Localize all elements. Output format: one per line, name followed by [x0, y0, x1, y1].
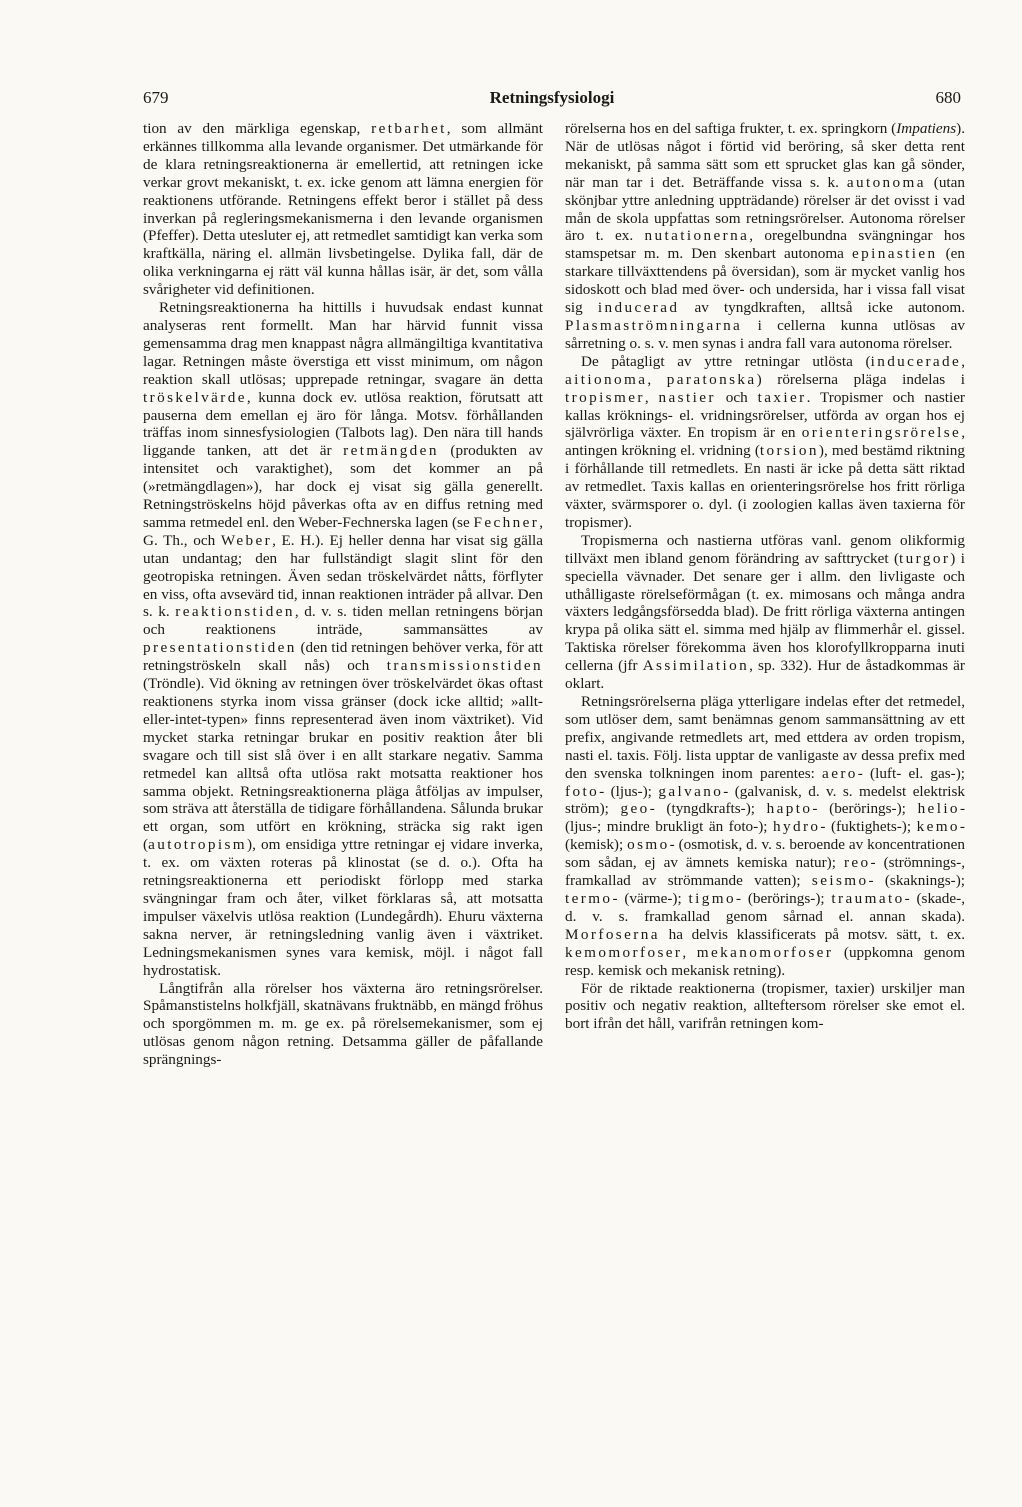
text-run: rörelserna hos en del saftiga frukter, t. ex. springkorn (: [565, 120, 897, 137]
text-run: , kunna dock ev. utlösa reaktion, förutsatt att pauserna dem emellan ej äro för långa. Motsv. förhållanden träffas inom sinnesfysiologien (Talbots lag). Den nära till hands liggande tanken, att det är: [143, 388, 543, 460]
spaced-term: inducerad: [597, 299, 680, 317]
running-title: Retningsfysiologi: [489, 88, 615, 107]
spaced-term: nutationerna: [644, 227, 750, 245]
paragraph: [565, 980, 965, 1034]
text-run: Långtifrån alla rörelser hos växterna äro retningsrörelser. Spåmanstistelns holkfjäll, skatnävans fruktnäbb, en mängd fröhus och sporgömmen m. m. ge ex. på rörelsemekanismer, som ej utlösas genom någon retning. Detsamma gäller de påfallande sprängnings-: [143, 979, 543, 1069]
spaced-term: galvano: [658, 782, 724, 800]
spaced-term: kemo: [916, 818, 960, 836]
text-run: ), om ensidiga yttre retningar ej vidare inverka, t. ex. om växten roteras på klinostat (se d. o.). Ofta ha retningsreaktionerna ett periodiskt förlopp med starka svängningar fram och åter, vilket förklaras så, att motsatta impulser växelvis utlösa reaktion (Lundegårdh). Ehuru växterna sakna nerver, är retningsledning vanlig även i växtriket. Ledningsmekanismen synes vara kemisk, möjl. i något fall hydrostatisk.: [143, 836, 543, 979]
text-run: Retningsrörelserna pläga ytterligare indelas efter det retmedel, som utlöser dem, samt benämnas genom sammansättning av ett prefix, angivande retmedlets art, med ettdera av orden tropism, nasti el. taxis. Följ. lista upptar de vanligaste av dessa prefix med den svenska tolkningen inom parentes:: [565, 693, 965, 782]
text-run: i cellerna kunna utlösas av sårretning o. s. v. men synas i andra fall vara autonoma rörelser.: [565, 316, 965, 352]
page-number-right: 680: [935, 88, 961, 107]
spaced-term: turgor: [899, 549, 951, 567]
left-column: [143, 120, 543, 1410]
spaced-term: torsion: [759, 442, 819, 460]
text-run: ), med bestämd riktning i förhållande till retmedlets. En nasti är icke på detta sätt riktad av retmedlet. Taxis kallas en orienteringsrörelse hos fritt rörliga växter, svärmsporer o. dyl. (i zoologien kallas även taxierna för tropismer).: [565, 442, 965, 531]
text-run: - (osmotisk, d. v. s. beroende av koncentrationen som sådan, ej av ämnets kemiska natur);: [565, 836, 965, 872]
text-run: , E. H.). Ej heller denna har visat sig gälla utan undantag; den har fullständigt slagit slint för den geotropiska retningen. Även sedan tröskelvärdet nåtts, förflyter en viss, ofta avsevärd tid, innan reaktionen inträder på allvar. Den s. k.: [143, 531, 543, 621]
spaced-term: Plasmaströmningarna: [565, 316, 743, 334]
page-header: [143, 88, 961, 112]
spaced-term: retbarhet: [371, 120, 447, 137]
spaced-term: termo: [565, 889, 613, 907]
text-run: , G. Th., och: [143, 513, 543, 549]
spaced-term: hapto: [766, 800, 813, 818]
text-run: - (tyngdkrafts-);: [649, 800, 767, 818]
text-run: ,: [647, 370, 667, 388]
text-run: - (galvanisk, d. v. s. medelst elektrisk ström);: [565, 782, 965, 818]
spaced-term: reo: [843, 854, 871, 872]
spaced-term: aitionoma: [565, 370, 648, 388]
spaced-term: osmo: [627, 836, 670, 854]
spaced-term: Morfoserna: [565, 925, 660, 943]
text-run: - (värme-);: [612, 889, 689, 907]
text-run: För de riktade reaktionerna (tropismer, taxier) urskiljer man positiv och negativ reaktion, allteftersom rörelser ske emot el. bort ifrån det håll, varifrån retningen kom-: [565, 979, 965, 1033]
text-run: - (berörings-);: [735, 889, 832, 907]
text-run: - (strömnings-, framkallad av strömmande vatten);: [565, 854, 965, 890]
spaced-term: kemomorfoser: [565, 943, 683, 961]
spaced-term: Fechner: [473, 513, 540, 531]
spaced-term: helio: [917, 800, 960, 818]
paragraph: [143, 980, 543, 1070]
text-run: - (skade-, d. v. s. framkallad genom sårnad el. annan skada).: [565, 889, 965, 925]
text-run: , antingen krökning el. vridning (: [565, 424, 965, 460]
spaced-term: inducerade: [870, 352, 962, 370]
spaced-term: autonoma: [846, 173, 926, 191]
text-run: (produkten av intensitet och varaktighet), som det kommer an på (»retmängdlagen»), har dock ej visat sig gälla generellt. Retningströskelns höjd påverkas ofta av en diffus retning med samma retmedel enl. den Weber-Fechnerska lagen (se: [143, 442, 543, 531]
text-run: ha delvis klassificerats på motsv. sätt, t. ex.: [659, 925, 965, 943]
text-run: och: [715, 388, 758, 406]
text-run: , oregelbundna svängningar hos stamspetsar m. m. Den skenbart autonoma: [565, 227, 965, 263]
spaced-term: traumato: [831, 889, 905, 907]
spaced-term: paratonska: [666, 370, 757, 388]
paragraph: [143, 120, 543, 299]
text-run: ,: [682, 943, 697, 961]
paragraph: [565, 353, 965, 532]
text-run: De påtagligt av yttre retningar utlösta (: [581, 352, 871, 370]
text-run: (Tröndle). Vid ökning av retningen över tröskelvärdet ökas oftast reaktionens styrka inom vissa gränser (dock icke alltid; »allt-eller-intet-typen» finns representerad även inom växtriket). Vid mycket starka retningar brukar en positiv reaktion åter bli svagare och till sist slå över i en allt starkare negativ. Samma retmedel kan alltså ofta utlösa rakt motsatta reaktioner hos samma objekt. Retningsreaktionerna pläga åtföljas av impulser, som sträva att återställa de tidigare förhållandena. Sålunda brukar ett organ, som utfört en krökning, sträcka sig rakt igen (: [143, 675, 543, 854]
text-run: , d. v. s. tiden mellan retningens början och reaktionens inträde, sammansättes av: [143, 603, 543, 639]
paragraph: [565, 120, 965, 353]
spaced-term: epinastien: [851, 245, 938, 263]
spaced-term: presentationstiden: [143, 639, 297, 657]
right-column: [565, 120, 965, 1410]
text-run: Retningsreaktionerna ha hittills i huvudsak endast kunnat analyseras rent formellt. Man har härvid funnit vissa gemensamma drag men knappast några allmängiltiga kvantitativa lagar. Retningen måste överstiga ett visst minimum, om någon reaktion skall utlösas; upprepade retningar, svagare än detta: [143, 299, 543, 388]
text-run: ,: [961, 352, 965, 370]
spaced-term: tröskelvärde: [143, 388, 247, 406]
text-run: . Tropismer och nastier kallas kröknings- el. vridningsrörelser, utförda av organ hos ej självrörliga växter. En tropism är en: [565, 388, 965, 442]
spaced-term: tigmo: [688, 889, 736, 907]
spaced-term: orienteringsrörelse: [801, 424, 962, 442]
text-run: , sp. 332). Hur de åstadkommas är oklart.: [565, 657, 965, 693]
text-run: - (skaknings-);: [868, 872, 965, 890]
text-run: ) rörelserna pläga indelas i: [756, 370, 965, 388]
spaced-term: foto: [565, 782, 600, 800]
spaced-term: Weber: [220, 531, 273, 549]
spaced-term: mekanomorfoser: [696, 943, 834, 961]
text-run: - (fuktighets-);: [820, 818, 917, 836]
spaced-term: seismo: [811, 872, 869, 890]
text-run: (uppkomna genom resp. kemisk och mekanisk retning).: [565, 943, 965, 979]
text-run: - (ljus-; mindre brukligt än foto-);: [565, 800, 965, 836]
paragraph: [565, 532, 965, 693]
page-number-left: 679: [143, 88, 169, 107]
text-run: Tropismerna och nastierna utföras vanl. genom olikformig tillväxt men ibland genom förändring av safttrycket (: [565, 531, 965, 567]
text-run: , som allmänt erkännes tillkomma alla levande organismer. Det utmärkande för de klara retningsreaktionerna är emellertid, att retningen icke verkar grovt mekaniskt, t. ex. icke genom att lämna energien för reaktionens utförande. Retningens effekt beror i stället på dess inverkan på regleringsmekanismerna i den levande organismen (Pfeffer). Detta utesluter ej, att retmedlet samtidigt kan verka som kraftkälla, näring el. allmän livsbetingelse. Dylika fall, där de olika verkningarna ej rätt väl kunna hållas isär, är det, som vålla svårigheter vid definitionen.: [143, 120, 543, 299]
text-run: - (luft- el. gas-);: [857, 764, 965, 782]
spaced-term: nastier: [658, 388, 716, 406]
spaced-term: retmängden: [343, 442, 439, 460]
text-run: - (kemisk);: [565, 818, 965, 854]
spaced-term: hydro: [772, 818, 821, 836]
text-run: ). När de utlösas något i förtid vid beröring, så sker detta rent mekaniskt, på samma sätt som ett sprucket glas kan gå sönder, när man tar i det. Beträffande vissa s. k.: [565, 120, 965, 191]
spaced-term: tropismer: [565, 388, 645, 406]
spaced-term: autotropism: [148, 836, 248, 854]
text-run: (en starkare tillväxttendens på översidan), som är mycket vanlig hos sidoskott och blad med över- och undersida, har i vissa fall visat sig: [565, 245, 965, 317]
spaced-term: Assimilation: [642, 657, 750, 675]
italic-term: Impatiens: [896, 120, 957, 137]
paragraph: [565, 693, 965, 980]
text-run: (den tid retningen behöver verka, för att retningströskeln skall nås) och: [143, 639, 543, 675]
text-run: ) i speciella vävnader. Det senare ger i allm. den livligaste och uthålligaste rörelseförmågan (t. ex. mimosans och många andra växters ledgångsförsedda blad). De fritt rörliga växterna antingen krypa på olika sätt el. simma med hjälp av flimmerhår el. gissel. Taktiska rörelser förekomma även hos klorofyllkropparna inuti cellerna (jfr: [565, 549, 965, 675]
text-run: - (ljus-);: [599, 782, 659, 800]
spaced-term: reaktionstiden: [175, 603, 295, 621]
text-run: ,: [644, 388, 659, 406]
spaced-term: aero: [822, 764, 858, 782]
text-run: - (berörings-);: [812, 800, 918, 818]
spaced-term: taxier: [757, 388, 807, 406]
text-run: tion av den märkliga egenskap,: [143, 120, 372, 137]
spaced-term: transmissionstiden: [386, 657, 543, 675]
spaced-term: geo: [620, 800, 650, 818]
text-run: av tyngdkraften, alltså icke autonom.: [679, 299, 965, 317]
text-run: (utan skönjbar yttre anledning uppträdande) rörelser är det ovisst i vad mån de skola uppfattas som retningsrörelser. Autonoma rörelser äro t. ex.: [565, 173, 965, 245]
paragraph: [143, 299, 543, 979]
